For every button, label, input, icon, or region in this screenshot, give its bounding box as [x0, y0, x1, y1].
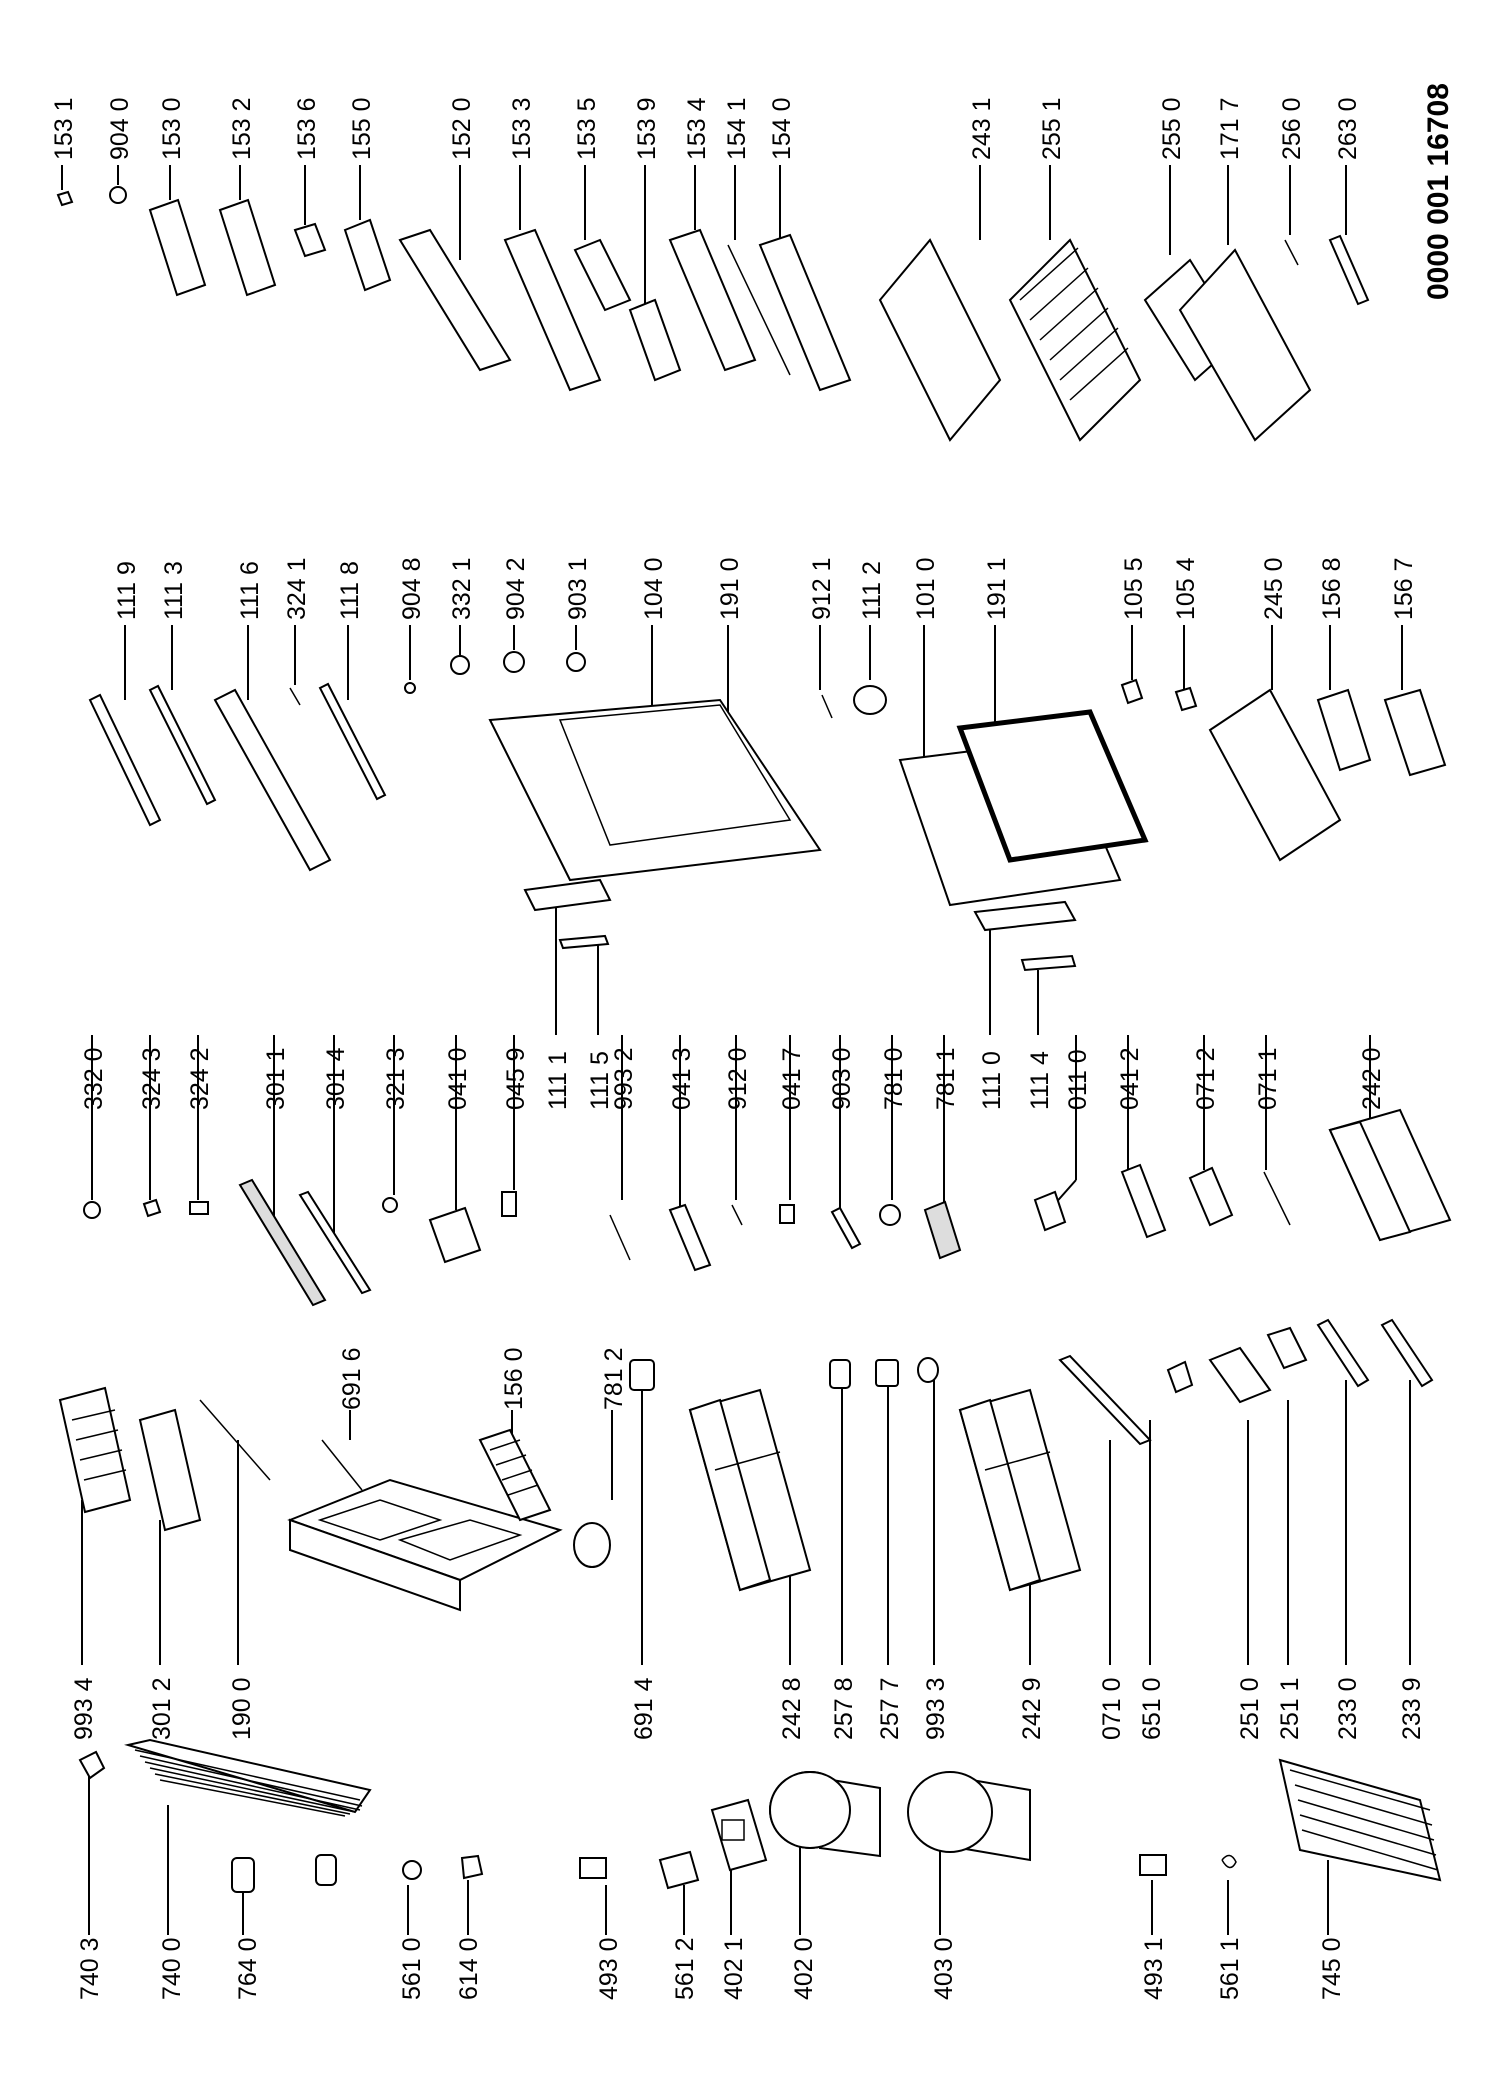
group-shelves-balconies: [50, 97, 1368, 440]
part-071-0: [1060, 1356, 1150, 1444]
part-071-2: [1190, 1168, 1232, 1225]
part-071-1: [1264, 1172, 1290, 1225]
part-251-0: [1210, 1348, 1270, 1402]
part-245-0: [1210, 690, 1340, 860]
group-door-trims: [90, 557, 1445, 905]
label-493-1: 493 1: [1140, 1937, 1168, 2000]
label-153-2: 153 2: [228, 97, 256, 160]
label-740-3: 740 3: [76, 1937, 104, 2000]
part-111-1: [525, 880, 610, 910]
part-153-0: [150, 200, 205, 295]
part-257-7: [876, 1360, 898, 1386]
part-912-0: [732, 1205, 742, 1225]
label-402-0: 402 0: [790, 1937, 818, 2000]
part-324-1: [290, 688, 300, 705]
label-781-2: 781 2: [600, 1347, 628, 1410]
label-904-8: 904 8: [398, 557, 426, 620]
part-111-3: [150, 686, 215, 804]
part-561-1: [1222, 1855, 1236, 1867]
label-111-5: 111 5: [586, 1051, 614, 1110]
label-301-2: 301 2: [148, 1677, 176, 1740]
label-111-1: 111 1: [544, 1051, 572, 1110]
part-324-2: [190, 1202, 208, 1214]
label-233-9: 233 9: [1398, 1677, 1426, 1740]
label-740-0: 740 0: [158, 1937, 186, 2000]
label-190-0: 190 0: [228, 1677, 256, 1740]
label-781-1: 781 1: [932, 1047, 960, 1110]
part-764-0: [232, 1858, 254, 1892]
part-111-0: [975, 902, 1075, 930]
label-153-5: 153 5: [573, 97, 601, 160]
part-041-2: [1122, 1165, 1165, 1237]
part-493-0: [580, 1858, 606, 1878]
label-156-0: 156 0: [500, 1347, 528, 1410]
part-614-0: [462, 1856, 482, 1878]
label-041-2: 041 2: [1116, 1047, 1144, 1110]
part-251-1: [1268, 1328, 1306, 1368]
label-764-0: 764 0: [234, 1937, 262, 2000]
label-257-8: 257 8: [830, 1677, 858, 1740]
group-compressor-condenser: [76, 1740, 1440, 2000]
label-045-9: 045 9: [502, 1047, 530, 1110]
label-041-0: 041 0: [444, 1047, 472, 1110]
part-764-0-b: [316, 1855, 336, 1885]
label-233-0: 233 0: [1334, 1677, 1362, 1740]
part-256-0: [1285, 240, 1298, 265]
part-781-0: [880, 1205, 900, 1225]
group-fittings-hinges: [80, 880, 1450, 1305]
label-111-9: 111 9: [113, 561, 141, 620]
part-154-0: [760, 235, 850, 390]
part-904-0: [110, 187, 126, 203]
label-071-2: 071 2: [1192, 1047, 1220, 1110]
part-111-6: [215, 690, 330, 870]
label-256-0: 256 0: [1278, 97, 1306, 160]
label-332-1: 332 1: [448, 557, 476, 620]
label-111-0: 111 0: [978, 1051, 1006, 1110]
label-242-0: 242 0: [1358, 1047, 1386, 1110]
label-111-3: 111 3: [160, 561, 188, 620]
label-111-8: 111 8: [336, 561, 364, 620]
label-614-0: 614 0: [455, 1937, 483, 2000]
label-243-1: 243 1: [968, 97, 996, 160]
label-111-2: 111 2: [858, 561, 886, 620]
label-993-3: 993 3: [922, 1677, 950, 1740]
part-111-4: [1022, 956, 1075, 970]
label-561-0: 561 0: [398, 1937, 426, 2000]
label-912-1: 912 1: [808, 557, 836, 620]
label-153-6: 153 6: [293, 97, 321, 160]
label-255-1: 255 1: [1038, 97, 1066, 160]
part-691-4: [630, 1360, 654, 1390]
label-263-0: 263 0: [1334, 97, 1362, 160]
part-402-1: [712, 1800, 766, 1870]
part-904-2: [504, 652, 524, 672]
label-153-4: 153 4: [683, 97, 711, 160]
label-993-2: 993 2: [610, 1047, 638, 1110]
label-324-1: 324 1: [283, 557, 311, 620]
part-156-0-ice-tray: [480, 1430, 550, 1520]
part-041-3: [670, 1205, 710, 1270]
part-263-0: [1330, 236, 1368, 304]
label-993-4: 993 4: [70, 1677, 98, 1740]
label-257-7: 257 7: [876, 1677, 904, 1740]
label-156-7: 156 7: [1390, 557, 1418, 620]
part-233-9: [1382, 1320, 1432, 1386]
part-242-0-drawer: [1330, 1110, 1450, 1240]
part-912-1: [822, 695, 832, 718]
part-561-2: [660, 1852, 698, 1888]
part-233-0: [1318, 1320, 1368, 1386]
label-242-9: 242 9: [1018, 1677, 1046, 1740]
part-153-6: [295, 224, 325, 256]
label-251-0: 251 0: [1236, 1677, 1264, 1740]
part-105-4: [1176, 688, 1196, 710]
label-903-1: 903 1: [564, 557, 592, 620]
part-781-1: [925, 1202, 960, 1258]
part-781-2: [574, 1523, 610, 1567]
part-190-0: [200, 1400, 270, 1480]
part-111-2: [854, 686, 886, 714]
part-101-0-freezer-door: [900, 712, 1145, 905]
part-651-0: [1168, 1362, 1192, 1392]
part-903-1: [567, 653, 585, 671]
label-191-1: 191 1: [983, 557, 1011, 620]
part-104-0-fridge-door: [490, 700, 820, 880]
part-321-3: [383, 1198, 397, 1212]
label-041-3: 041 3: [668, 1047, 696, 1110]
label-301-1: 301 1: [262, 1047, 290, 1110]
label-691-6: 691 6: [338, 1347, 366, 1410]
label-781-0: 781 0: [880, 1047, 908, 1110]
label-071-0: 071 0: [1098, 1677, 1126, 1740]
part-493-1: [1140, 1855, 1166, 1875]
part-156-7: [1385, 690, 1445, 775]
part-153-2: [220, 200, 275, 295]
label-155-0: 155 0: [348, 97, 376, 160]
part-257-8: [830, 1360, 850, 1388]
part-993-2: [610, 1215, 630, 1260]
part-153-1: [58, 192, 72, 205]
part-105-5: [1122, 680, 1142, 703]
part-111-5: [560, 936, 608, 948]
label-156-8: 156 8: [1318, 557, 1346, 620]
part-332-1: [451, 656, 469, 674]
label-171-7: 171 7: [1216, 97, 1244, 160]
label-245-0: 245 0: [1260, 557, 1288, 620]
part-155-0: [345, 220, 390, 290]
part-745-0-evaporator: [1280, 1760, 1440, 1880]
label-111-6: 111 6: [236, 561, 264, 620]
label-111-4: 111 4: [1026, 1051, 1054, 1110]
part-242-9-crisper: [960, 1390, 1080, 1590]
part-740-3: [80, 1752, 104, 1778]
label-324-3: 324 3: [138, 1047, 166, 1110]
part-324-3: [144, 1200, 160, 1216]
label-255-0: 255 0: [1158, 97, 1186, 160]
label-071-1: 071 1: [1254, 1047, 1282, 1110]
label-153-0: 153 0: [158, 97, 186, 160]
label-904-2: 904 2: [502, 557, 530, 620]
label-104-0: 104 0: [640, 557, 668, 620]
label-011-0: 011 0: [1064, 1049, 1092, 1110]
label-493-0: 493 0: [595, 1937, 623, 2000]
part-153-9: [630, 300, 680, 380]
part-561-0: [403, 1861, 421, 1879]
label-332-0: 332 0: [80, 1047, 108, 1110]
label-691-4: 691 4: [630, 1677, 658, 1740]
part-156-8: [1318, 690, 1370, 770]
label-153-1: 153 1: [50, 97, 78, 160]
part-242-8-crisper: [690, 1390, 810, 1590]
label-154-0: 154 0: [768, 97, 796, 160]
label-403-0: 403 0: [930, 1937, 958, 2000]
part-993-4: [60, 1388, 130, 1512]
part-301-2: [140, 1410, 200, 1530]
part-153-5: [575, 240, 630, 310]
label-561-1: 561 1: [1216, 1937, 1244, 2000]
label-903-0: 903 0: [828, 1047, 856, 1110]
label-904-0: 904 0: [106, 97, 134, 160]
label-745-0: 745 0: [1318, 1937, 1346, 2000]
label-191-0: 191 0: [716, 557, 744, 620]
label-242-8: 242 8: [778, 1677, 806, 1740]
group-cabinet-crisper: [60, 1320, 1432, 1740]
part-152-0: [400, 230, 510, 370]
label-324-2: 324 2: [186, 1047, 214, 1110]
label-912-0: 912 0: [724, 1047, 752, 1110]
label-402-1: 402 1: [720, 1937, 748, 2000]
part-332-0: [84, 1202, 100, 1218]
part-045-9: [502, 1192, 516, 1216]
part-740-0-condenser: [128, 1740, 370, 1816]
label-251-1: 251 1: [1276, 1677, 1304, 1740]
label-561-2: 561 2: [671, 1937, 699, 2000]
label-321-3: 321 3: [382, 1047, 410, 1110]
part-041-0: [430, 1208, 480, 1262]
part-111-9: [90, 695, 160, 825]
label-153-9: 153 9: [633, 97, 661, 160]
part-691-6: [322, 1440, 362, 1490]
label-105-5: 105 5: [1120, 557, 1148, 620]
part-402-0-compressor: [770, 1772, 880, 1856]
document-number: 0000 001 16708: [1422, 83, 1455, 300]
label-153-3: 153 3: [508, 97, 536, 160]
part-403-0-compressor: [908, 1772, 1030, 1860]
part-904-8: [405, 683, 415, 693]
part-255-1-glass-shelf: [1010, 240, 1140, 440]
part-903-0: [832, 1208, 860, 1248]
part-111-8: [320, 684, 385, 799]
label-105-4: 105 4: [1172, 557, 1200, 620]
part-153-4: [670, 230, 755, 370]
label-152-0: 152 0: [448, 97, 476, 160]
part-243-1: [880, 240, 1000, 440]
part-993-3: [918, 1358, 938, 1382]
label-301-4: 301 4: [322, 1047, 350, 1110]
label-154-1: 154 1: [723, 97, 751, 160]
label-651-0: 651 0: [1138, 1677, 1166, 1740]
label-041-7: 041 7: [778, 1047, 806, 1110]
label-101-0: 101 0: [912, 557, 940, 620]
part-041-7: [780, 1205, 794, 1223]
